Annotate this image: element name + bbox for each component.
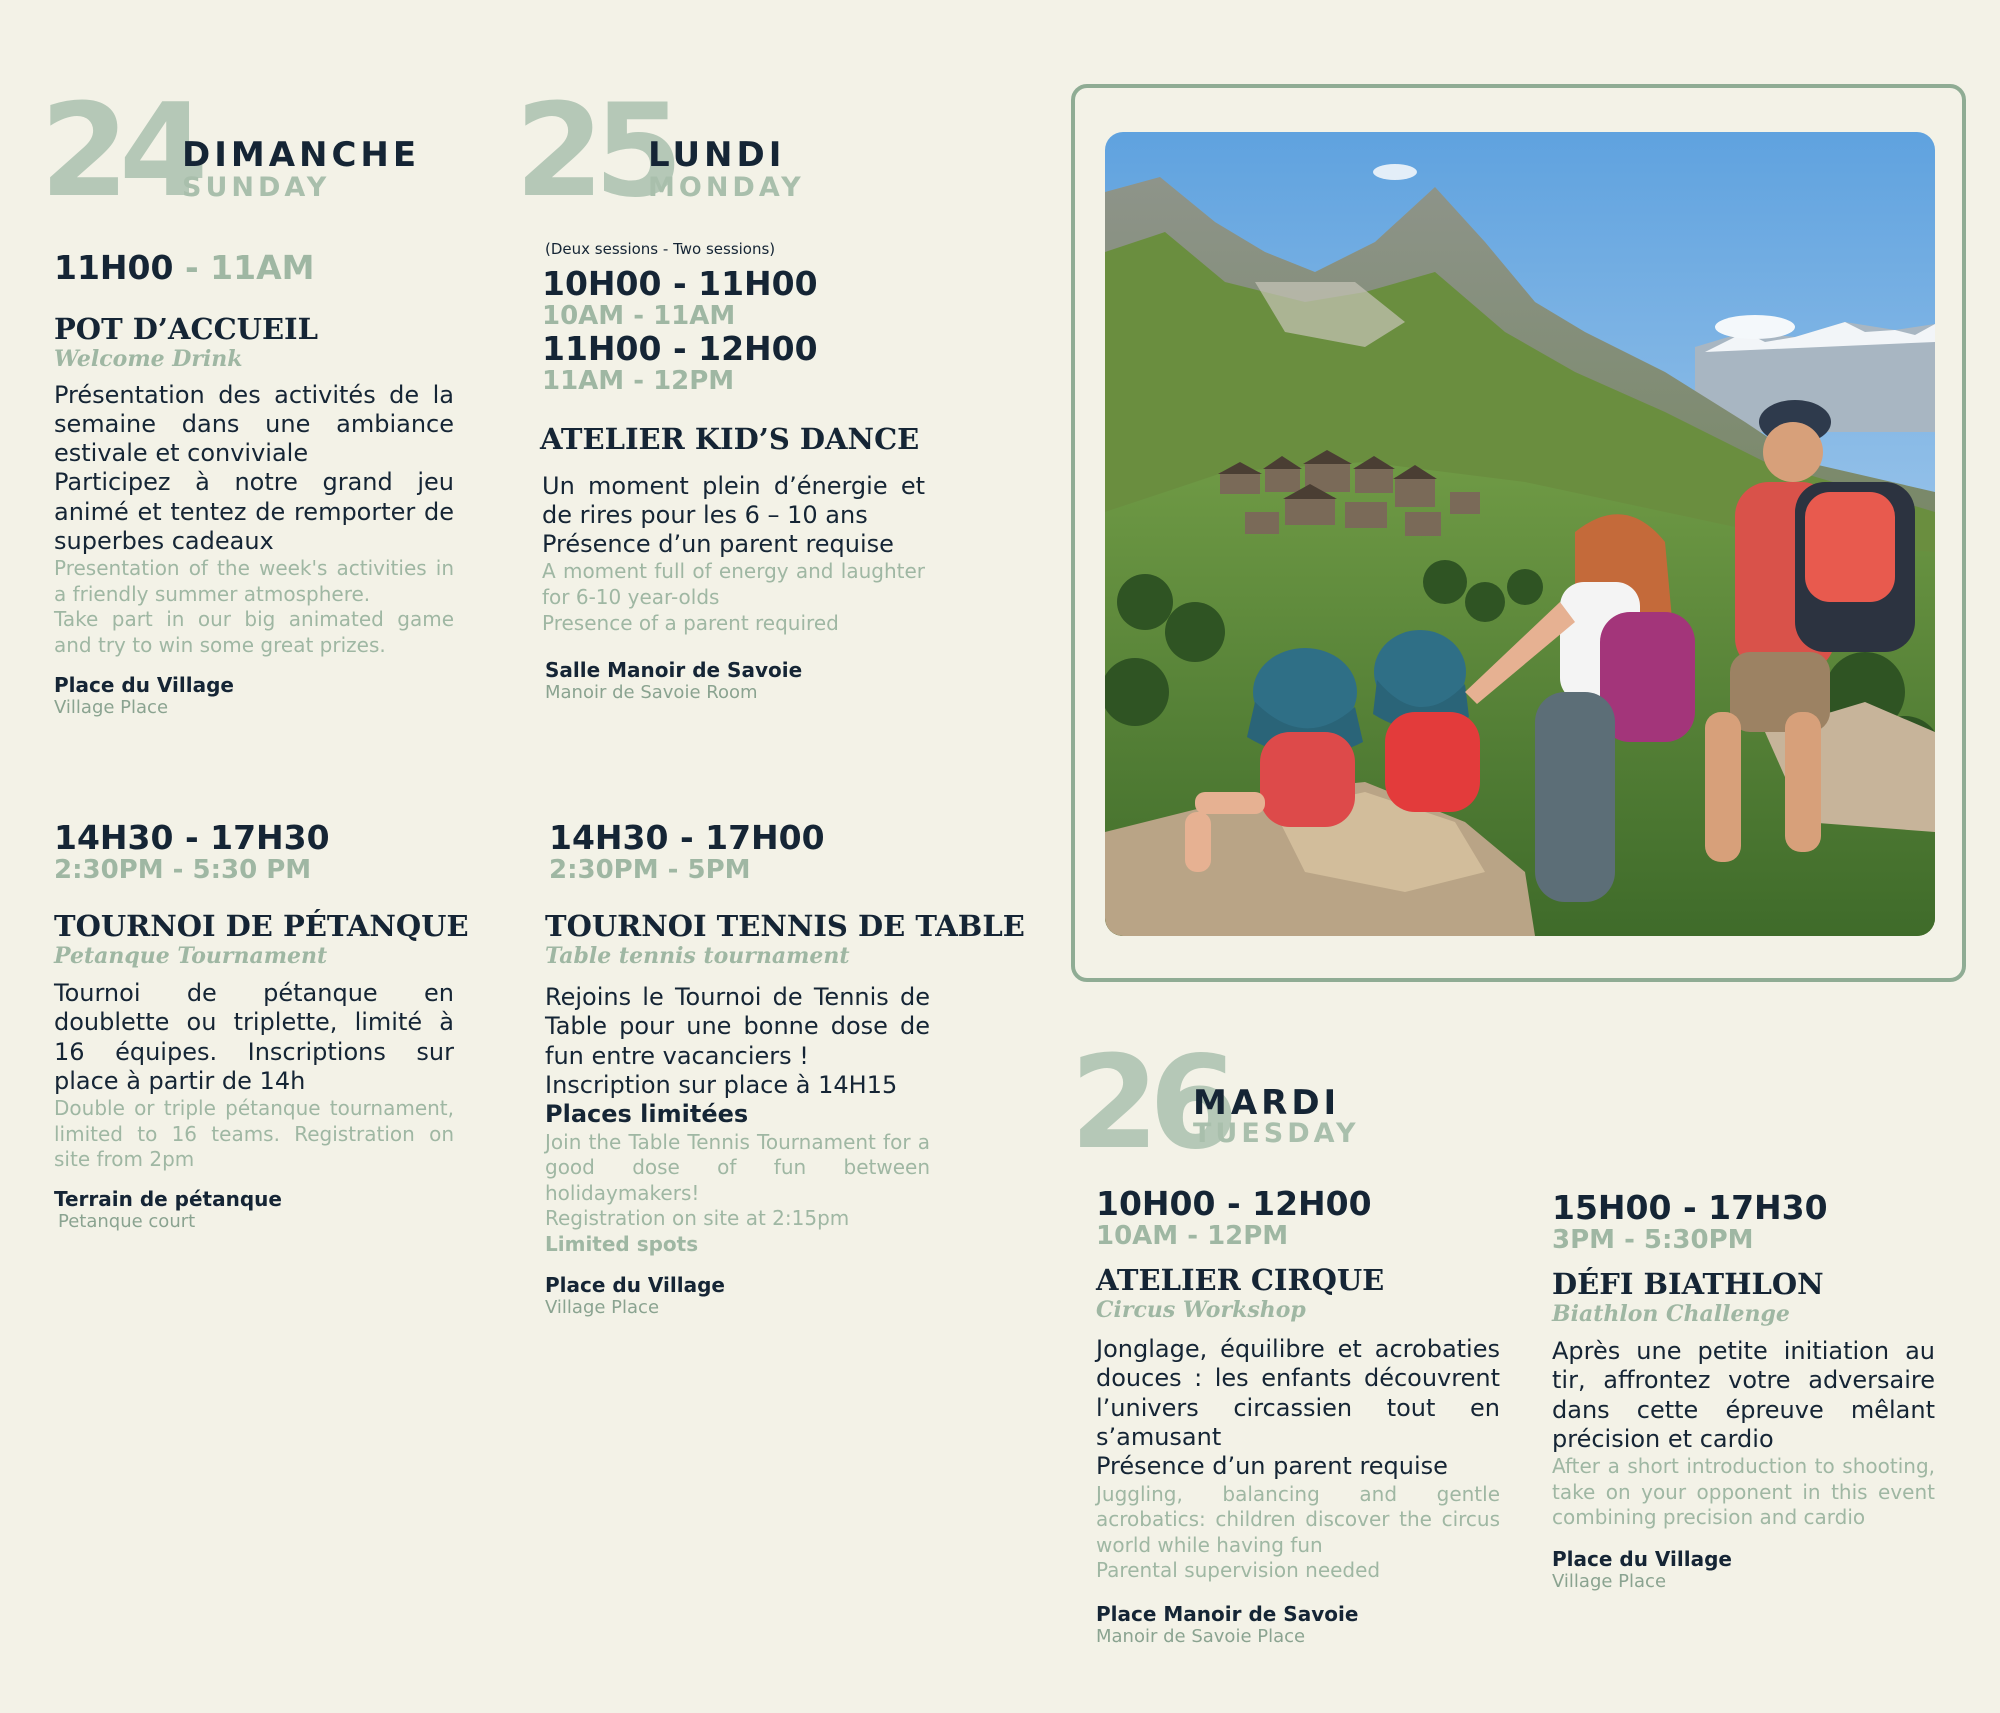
description-line: Présence d’un parent requise: [542, 530, 894, 559]
event-location: Place du Village: [1552, 1547, 1732, 1572]
event-description-en: [54, 556, 454, 658]
event-location: Place du Village: [545, 1273, 725, 1298]
event-description: [54, 979, 454, 1096]
event-title: ATELIER KID’S DANCE: [540, 421, 920, 456]
event-subtitle: Welcome Drink: [54, 346, 243, 373]
day-name-en-25: MONDAY: [648, 172, 805, 203]
event-location-en: Village Place: [1552, 1571, 1667, 1593]
description-en-line: Double or triple pétanque tournament, limited to 16 teams. Registration on site from 2pm: [54, 1096, 454, 1172]
description-en-line: A moment full of energy and laughter for 6-10 year-olds: [542, 559, 925, 610]
event-time: 10H00 - 11H00: [542, 264, 818, 303]
time-fr: 11H00: [54, 248, 174, 287]
event-title: TOURNOI TENNIS DE TABLE: [545, 908, 1025, 943]
event-circus-workshop: [1096, 1186, 1500, 1647]
event-time-2-en: 11AM - 12PM: [542, 366, 735, 397]
sessions-note: (Deux sessions - Two sessions): [545, 240, 776, 258]
event-description-en: [545, 1130, 930, 1258]
event-description: [1096, 1335, 1500, 1481]
description-line: Après une petite initiation au tir, affrontez votre adversaire dans cette épreuve mêlant précision et cardio: [1552, 1337, 1935, 1453]
event-time: [54, 250, 454, 286]
description-en-line: Juggling, balancing and gentle acrobatics: children discover the circus world while having fun: [1096, 1481, 1500, 1557]
description-en-line: Parental supervision needed: [1096, 1558, 1381, 1583]
event-petanque: [54, 818, 469, 1233]
event-subtitle: Circus Workshop: [1096, 1296, 1306, 1323]
event-time: 14H30 - 17H30: [54, 818, 330, 857]
event-title: ATELIER CIRQUE: [1096, 1262, 1385, 1297]
event-location: Place Manoir de Savoie: [1096, 1601, 1359, 1626]
event-subtitle: Biathlon Challenge: [1552, 1300, 1790, 1327]
description-en-line: Registration on site at 2:15pm: [545, 1206, 850, 1231]
description-line: Inscription sur place à 14H15: [545, 1070, 898, 1099]
description-line: Présentation des activités de la semaine dans une ambiance estivale et conviviale: [54, 380, 454, 468]
description-line: Jonglage, équilibre et acrobaties douces : les enfants découvrent l’univers circassien tout en s’amusant: [1096, 1335, 1500, 1451]
event-location-en: Village Place: [545, 1297, 660, 1319]
event-location-en: Petanque court: [58, 1211, 196, 1233]
event-location-en: Village Place: [54, 696, 169, 718]
event-biathlon-challenge: [1552, 1190, 1935, 1593]
day-name-fr-25: LUNDI: [648, 135, 786, 175]
event-kids-dance: [540, 240, 925, 704]
description-en-line: Join the Table Tennis Tournament for a good dose of fun between holidaymakers!: [545, 1129, 930, 1205]
day-number-25: 25: [515, 77, 674, 226]
description-line: Un moment plein d’énergie et de rires pour les 6 – 10 ans: [542, 471, 925, 529]
description-en-line: Take part in our big animated game and try to win some great prizes.: [54, 607, 454, 657]
event-description-en: [1552, 1454, 1935, 1531]
event-subtitle: Petanque Tournament: [54, 942, 328, 969]
event-description: [1552, 1337, 1935, 1454]
event-time-en: 3PM - 5:30PM: [1552, 1225, 1754, 1256]
event-description-en: [54, 1096, 454, 1173]
day-number-26: 26: [1070, 1029, 1229, 1178]
description-line: Présence d’un parent requise: [1096, 1452, 1448, 1481]
time-en: 11AM: [210, 248, 315, 287]
description-en-line: Presence of a parent required: [542, 610, 839, 635]
event-title: POT D’ACCUEIL: [54, 312, 319, 347]
event-time: 10H00 - 12H00: [1096, 1184, 1372, 1223]
day-name-fr-26: MARDI: [1193, 1083, 1341, 1123]
event-time-2: 11H00 - 12H00: [542, 328, 818, 368]
day-name-fr-24: DIMANCHE: [182, 135, 421, 175]
event-location-en: Manoir de Savoie Place: [1096, 1625, 1306, 1647]
event-time: 15H00 - 17H30: [1552, 1188, 1828, 1227]
event-description-en: [540, 559, 925, 636]
description-en-line: Presentation of the week's activities in a friendly summer atmosphere.: [54, 556, 454, 606]
event-time-en: 2:30PM - 5:30 PM: [54, 855, 312, 886]
event-location: Place du Village: [54, 672, 234, 697]
event-description-en: [1096, 1482, 1500, 1584]
description-line: Participez à notre grand jeu animé et tentez de remporter de superbes cadeaux: [54, 468, 454, 555]
event-location: Terrain de pétanque: [54, 1187, 282, 1212]
event-description: [540, 472, 925, 560]
description-line: Tournoi de pétanque en doublette ou triplette, limité à 16 équipes. Inscriptions sur place à partir de 14h: [54, 979, 454, 1095]
event-welcome-drink: [54, 250, 454, 718]
event-time-en: 10AM - 11AM: [542, 301, 736, 332]
event-table-tennis: [545, 818, 1025, 1319]
day-name-en-26: TUESDAY: [1193, 1118, 1360, 1149]
time-separator: -: [173, 248, 211, 287]
event-location-en: Manoir de Savoie Room: [545, 682, 758, 704]
day-name-en-24: SUNDAY: [182, 172, 331, 203]
event-time: 14H30 - 17H00: [549, 818, 825, 857]
event-description: [54, 381, 454, 557]
event-location: Salle Manoir de Savoie: [545, 658, 803, 683]
event-description: [545, 983, 930, 1129]
family-mountain-photo: [1105, 132, 1935, 936]
event-time-en: 2:30PM - 5PM: [549, 855, 751, 886]
event-title: TOURNOI DE PÉTANQUE: [54, 908, 469, 943]
event-time-en: 10AM - 12PM: [1096, 1221, 1289, 1252]
description-en-bold: Limited spots: [545, 1231, 699, 1256]
description-en-line: After a short introduction to shooting, take on your opponent in this event combining precision and cardio: [1552, 1454, 1935, 1530]
event-title: DÉFI BIATHLON: [1552, 1266, 1824, 1301]
day-number-24: 24: [40, 77, 199, 226]
description-bold: Places limitées: [545, 1100, 749, 1129]
description-line: Rejoins le Tournoi de Tennis de Table pour une bonne dose de fun entre vacanciers !: [545, 983, 930, 1070]
event-subtitle: Table tennis tournament: [545, 942, 850, 969]
